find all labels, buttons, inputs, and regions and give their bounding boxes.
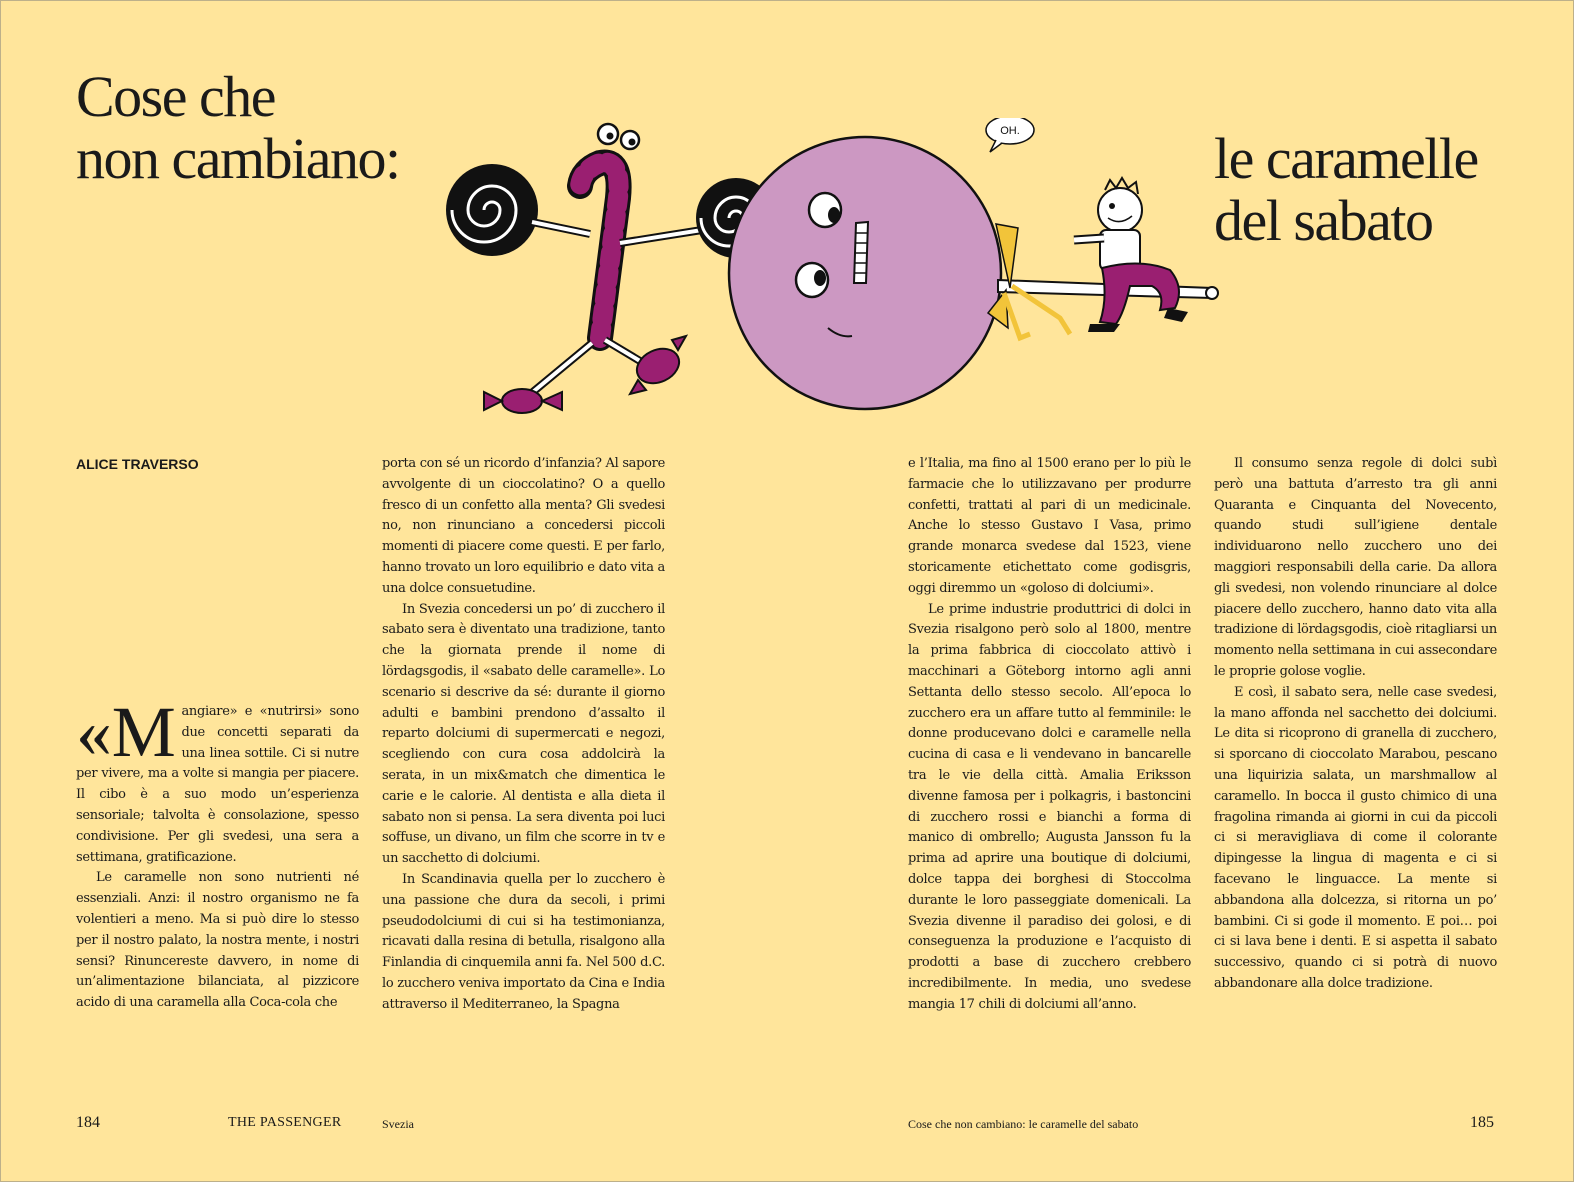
little-boy-figure [1074,178,1188,332]
paragraph: Il consumo senza regole di dolci subì però una battuta d’arresto tra gli anni Quaranta e Cinquanta del Novecento, quando studi sull’igiene dentale individuarono nello zucchero uno dei maggiori responsabili della carie. Da allora gli svedesi, non volendo rinunciare al dolce piacere dello zucchero, hanno dato vita alla tradizione di lördagsgodis, cioè ritagliarsi un momento nella settimana in cui assecondare le proprie golose voglie. [1214,456,1497,679]
title-line: del sabato [1214,188,1433,253]
text-column-2 [382,454,665,1016]
speech-text: OH. [1000,125,1020,137]
drop-cap [76,692,176,772]
running-title: Cose che non cambiano: le caramelle del sabato [908,1117,1139,1131]
paragraph: e l’Italia, ma fino al 1500 erano per lo più le farmacie che lo utilizzavano per produrre confetti, trattati al pari di un medicinale. Anche lo stesso Gustavo I Vasa, primo grande monarca svedese dal 1523, viene storicamente etichettato come godisgris, oggi diremmo un «goloso di dolciumi». [908,456,1191,596]
paragraph-text: angiare» e «nutrirsi» sono due concetti separati da una linea sottile. Ci si nutre per vivere, ma a volte si mangia per piacere. Il cibo è a suo modo un’esperienza sensoriale; talvolta è consolazione, spesso condivisione. Per gli svedesi, una sera a settimana, gratificazione. [76,704,359,865]
paragraph [76,692,359,868]
paragraph: Le prime industrie produttrici di dolci in Svezia risalgono però solo al 1800, mentre la prima fabbrica di cioccolato attivò i macchinari a Göteborg intorno agli anni Settanta dello stesso secolo. All’epoca lo zucchero era un affare tutto al femminile: le donne producevano dolci e caramelle nella cucina di casa e li vendevano in bancarelle tra le vie della città. Amalia Eriksson divenne famosa per i polkagris, i bastoncini di zucchero rossi e bianchi a forma di manico di ombrello; Augusta Jansson fu la prima ad aprire una boutique di dolciumi, dolce tappa dei borghesi di Stoccolma durante le loro passeggiate domenicali. La Svezia divenne il paradiso dei golosi, e di conseguenza la produzione e l’acquisto di prodotti a base di zucchero crebbero incredibilmente. In media, uno svedese mangia 17 chili di dolciumi all’anno. [908,601,1191,1012]
title-line: le caramelle [1214,126,1478,191]
candy-cane-figure [484,124,702,413]
page-number-left: 184 [76,1114,100,1131]
section-name: Svezia [382,1117,414,1131]
article-title-right [1214,128,1534,252]
author-byline: ALICE TRAVERSO [76,456,199,472]
candy-illustration [440,118,1230,418]
speech-bubble [986,118,1034,152]
magazine-name: THE PASSENGER [228,1115,342,1130]
paragraph: In Scandinavia quella per lo zucchero è una passione che dura da secoli, i primi pseudodolciumi di cui si ha testimonianza, ricavati dalla resina di betulla, risalgono alla Finlandia di cinquemila anni fa. Nel 500 d.C. lo zucchero veniva importato da Cina e India attraverso il Mediterraneo, la Spagna [382,871,665,1012]
text-column-3 [908,454,1191,1016]
drop-cap-quote: « [76,692,112,772]
paragraph: In Svezia concedersi un po’ di zucchero il sabato sera è diventato una tradizione, tanto che la giornata prende il nome di lördagsgodis, il «sabato delle caramelle». Lo scenario si descrive da sé: durante il giorno adulti e bambini prendono d’assalto il reparto dolciumi di supermercati e negozi, scegliendo con cura cosa addolcirà la serata, in un mix&match che dimentica le carie e le calorie. Al dentista e alla dieta il sabato non si pensa. La sera diventa poi luci soffuse, un divano, un film che scorre in tv e un sacchetto di dolciumi. [382,601,665,867]
title-line: Cose che [76,64,275,129]
page-number-right: 185 [1470,1114,1494,1131]
text-column-1 [76,692,359,1014]
left-lollipop [446,164,590,256]
paragraph: E così, il sabato sera, nelle case svedesi, la mano affonda nel sacchetto dei dolciumi. Le dita si ricoprono di granella di zucchero, si sporcano di cioccolato Marabou, pescano una liquirizia salata, un marshmallow al caramello. In bocca il gusto chimico di una fragolina rimanda ai giorni in cui da piccoli ci si meravigliava di come il colorante dipingesse la lingua di magenta e ci si facevano le linguacce. La mente si abbandona alla dolcezza, si ritorna un po’ bambini. Ci si gode il momento. E poi… poi ci si lava bene i denti. E si aspetta il sabato successivo, quando ci si potrà di nuovo abbandonare alla dolce tradizione. [1214,684,1497,991]
text-column-4 [1214,454,1497,995]
title-line: non cambiano: [76,126,400,191]
paragraph: Le caramelle non sono nutrienti né essenziali. Anzi: il nostro organismo ne fa volentieri a meno. Ma si può dire lo stesso per il nostro palato, la nostra mente, i nostri sensi? Rinuncereste davvero, in nome di un’alimentazione bilanciata, al pizzicore acido di una caramella alla Coca-cola che [76,870,359,1011]
big-round-candy [729,137,1001,409]
article-title-left [76,66,456,190]
drop-cap-letter: M [111,692,176,772]
paragraph: porta con sé un ricordo d’infanzia? Al sapore avvolgente di un cioccolatino? O a quello fresco di un confetto alla menta? Gli svedesi no, non rinunciano a concedersi piccoli momenti di piacere come questi. E per farlo, hanno trovato un loro equilibrio e dato vita a una dolce consuetudine. [382,456,665,596]
